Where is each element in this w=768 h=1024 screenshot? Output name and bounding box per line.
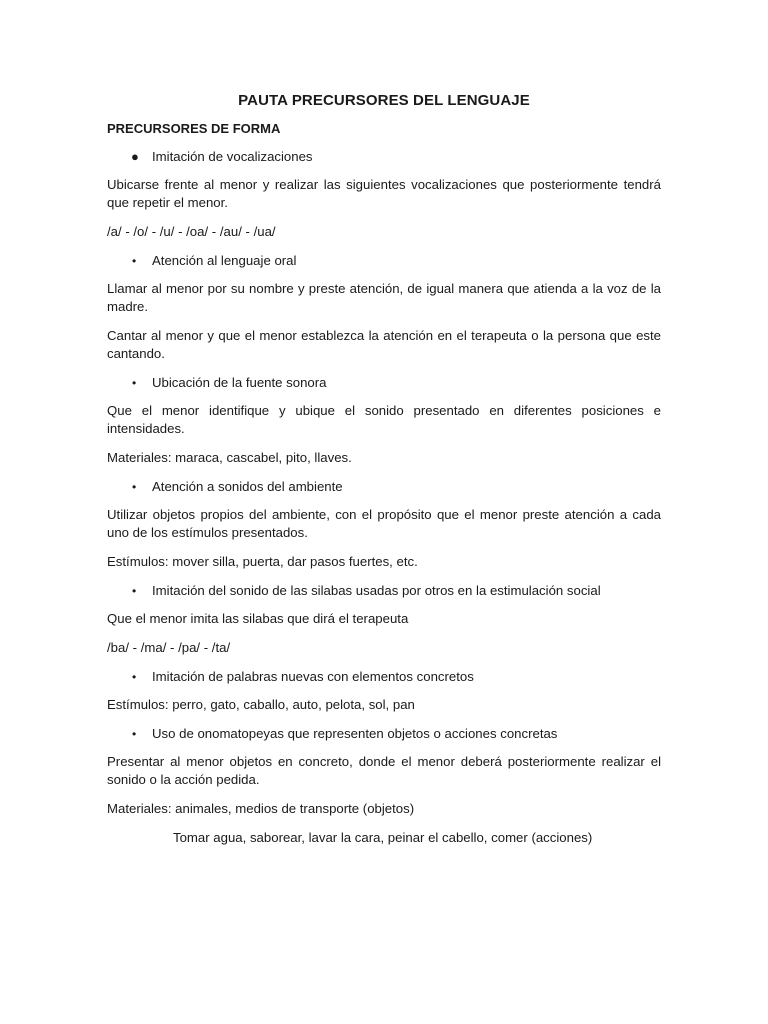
paragraph: Ubicarse frente al menor y realizar las siguientes vocalizaciones que posteriormente tendrá que repetir el menor.	[107, 177, 661, 210]
document-body	[107, 92, 661, 858]
bullet-marker: •	[132, 584, 137, 598]
bullet-text: Imitación de palabras nuevas con elementos concretos	[152, 669, 474, 684]
bullet-item	[107, 668, 661, 686]
paragraph: /a/ - /o/ - /u/ - /oa/ - /au/ - /ua/	[107, 224, 276, 239]
indented-paragraph: Tomar agua, saborear, lavar la cara, peinar el cabello, comer (acciones)	[173, 830, 593, 845]
bullet-item	[107, 148, 661, 166]
paragraph: Materiales: animales, medios de transporte (objetos)	[107, 801, 415, 816]
paragraph: Estímulos: mover silla, puerta, dar pasos fuertes, etc.	[107, 554, 418, 569]
paragraph: Que el menor imita las silabas que dirá el terapeuta	[107, 611, 409, 626]
bullet-text: Ubicación de la fuente sonora	[152, 375, 327, 390]
paragraph: Que el menor identifique y ubique el sonido presentado en diferentes posiciones e intensidades.	[107, 403, 661, 436]
paragraph: Llamar al menor por su nombre y preste atención, de igual manera que atienda a la voz de la madre.	[107, 281, 661, 314]
page-title: PAUTA PRECURSORES DEL LENGUAJE	[238, 92, 530, 109]
paragraph: Estímulos: perro, gato, caballo, auto, pelota, sol, pan	[107, 697, 415, 712]
bullet-item	[107, 582, 661, 600]
bullet-item	[107, 252, 661, 270]
bullet-text: Uso de onomatopeyas que representen objetos o acciones concretas	[152, 726, 558, 741]
bullet-text: Atención al lenguaje oral	[152, 253, 297, 268]
bullet-text: Imitación de vocalizaciones	[152, 149, 313, 164]
bullet-item	[107, 478, 661, 496]
bullet-marker: •	[132, 376, 137, 390]
bullet-text: Imitación del sonido de las silabas usadas por otros en la estimulación social	[152, 583, 601, 598]
bullet-marker: •	[132, 254, 137, 268]
paragraph: /ba/ - /ma/ - /pa/ - /ta/	[107, 640, 231, 655]
bullet-marker: •	[132, 480, 137, 494]
bullet-marker: •	[132, 670, 137, 684]
paragraph: Cantar al menor y que el menor establezca la atención en el terapeuta o la persona que este cantando.	[107, 328, 661, 361]
bullet-item	[107, 374, 661, 392]
bullet-marker: ●	[131, 149, 139, 164]
paragraph: Materiales: maraca, cascabel, pito, llaves.	[107, 450, 352, 465]
section-heading: PRECURSORES DE FORMA	[107, 121, 281, 136]
bullet-text: Atención a sonidos del ambiente	[152, 479, 343, 494]
bullet-item	[107, 725, 661, 743]
bullet-marker: •	[132, 727, 137, 741]
paragraph: Utilizar objetos propios del ambiente, con el propósito que el menor preste atención a cada uno de los estímulos presentados.	[107, 507, 661, 540]
paragraph: Presentar al menor objetos en concreto, donde el menor deberá posteriormente realizar el sonido o la acción pedida.	[107, 754, 661, 787]
